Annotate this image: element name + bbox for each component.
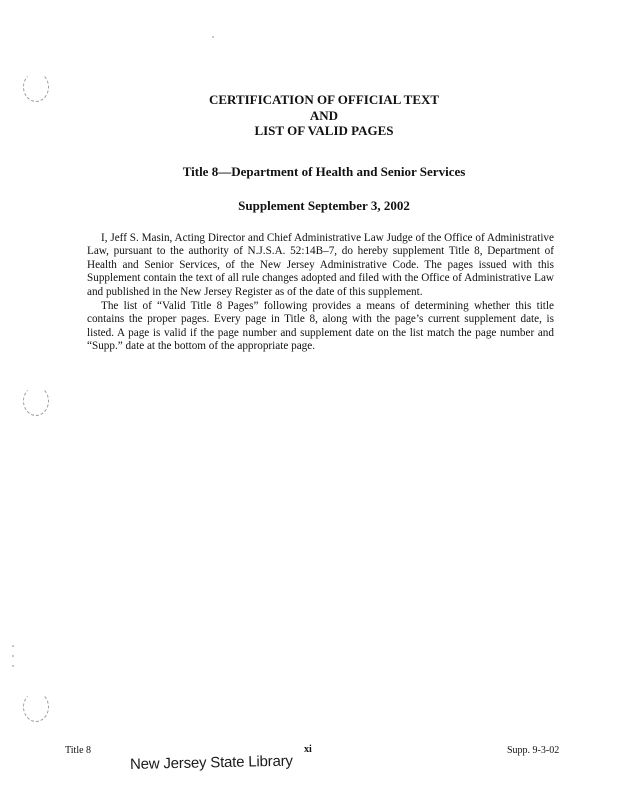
heading-line: LIST OF VALID PAGES xyxy=(254,123,394,138)
certification-paragraph xyxy=(87,232,554,299)
paragraph-text: I, Jeff S. Masin, Acting Director and Chief Administrative Law Judge of the Office of Administrative Law, pursuant to the authority of N.J.S.A. 52:14B–7, do hereby supplement Title 8, Department of Health and Senior Services, of the New Jersey Administrative Code. The pages issued with this Supplement contain the text of all rule changes adopted and filed with the Office of Administrative Law and published in the New Jersey Register as of the date of this supplement. xyxy=(87,232,554,298)
scan-speck xyxy=(12,645,14,647)
punch-hole-mark xyxy=(23,692,49,722)
punch-hole-mark xyxy=(23,386,49,416)
title-heading: Title 8—Department of Health and Senior Services xyxy=(182,164,466,179)
library-stamp: New Jersey State Library xyxy=(129,752,293,773)
heading-line: AND xyxy=(309,107,339,123)
scan-speck xyxy=(12,655,14,657)
scan-speck xyxy=(212,36,214,38)
footer-supplement-date: Supp. 9-3-02 xyxy=(507,745,560,756)
heading-line: CERTIFICATION OF OFFICIAL TEXT xyxy=(208,92,440,107)
supplement-date-heading: Supplement September 3, 2002 xyxy=(238,198,410,213)
valid-pages-paragraph xyxy=(87,300,554,354)
scan-speck xyxy=(12,665,14,667)
footer-page-number: xi xyxy=(304,744,312,755)
paragraph-text: The list of “Valid Title 8 Pages” following provides a means of determining whether this title contains the proper pages. Every page in Title 8, along with the page’s current supplement date, is listed. A page is valid if the page number and supplement date on the list match the page number and “Supp.” date at the bottom of the appropriate page. xyxy=(87,300,554,353)
certification-heading xyxy=(30,92,618,139)
footer-title: Title 8 xyxy=(65,745,92,756)
